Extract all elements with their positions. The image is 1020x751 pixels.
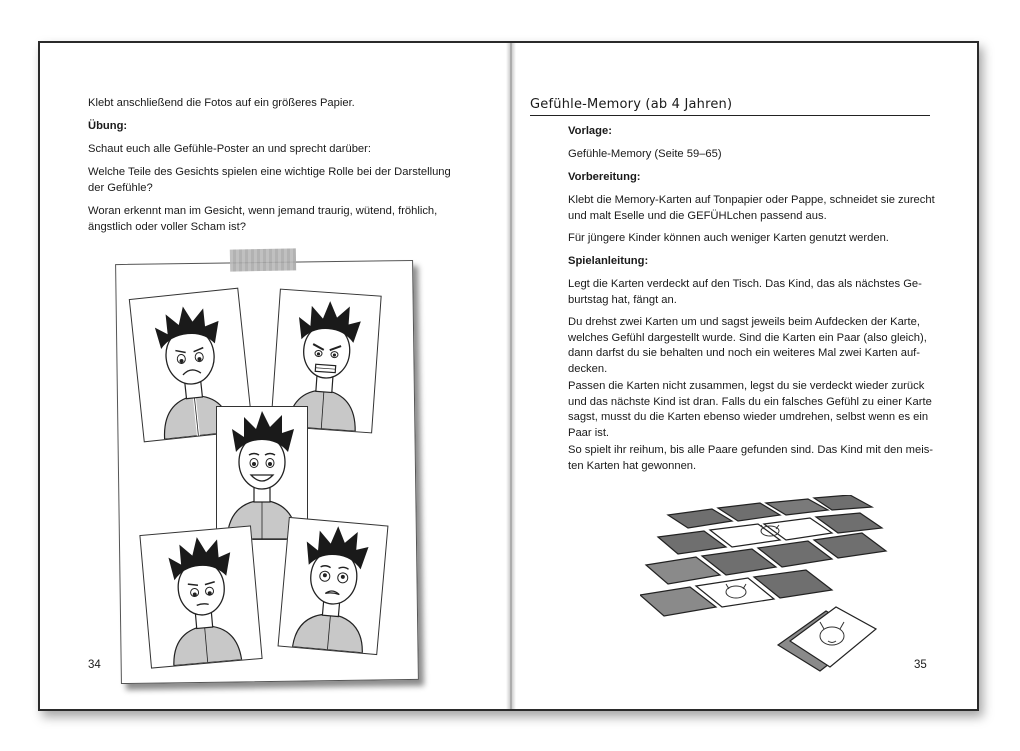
left-paragraph-4: [88, 204, 437, 235]
page-number-right: 35: [914, 659, 927, 671]
text-line: sagst, musst du die Karten ebenso wieder umdrehen, selbst wenn es ein: [568, 411, 929, 423]
left-heading-uebung: Übung:: [88, 120, 128, 132]
text-line: Du drehst zwei Karten um und sagst jeweils beim Aufdecken der Karte,: [568, 316, 920, 328]
anleitung-paragraph-2: [568, 315, 927, 377]
memory-cards-illustration: [640, 495, 900, 690]
text-line: ten Karten hat gewonnen.: [568, 459, 697, 472]
text-line: Welche Teile des Gesichts spielen eine wichtige Rolle bei der Darstellung: [88, 166, 451, 178]
text-line: und malt Eselle und die GEFÜHLchen passend aus.: [568, 209, 827, 222]
text-line: der Gefühle?: [88, 181, 153, 194]
face-photo-shy: [139, 525, 262, 668]
text-line: So spielt ihr reihum, bis alle Paare gefunden sind. Das Kind mit den meis-: [568, 444, 934, 456]
vorlage-text: Gefühle-Memory (Seite 59–65): [568, 148, 722, 160]
section-title: Gefühle-Memory (ab 4 Jahren): [530, 97, 930, 116]
heading-vorbereitung: Vorbereitung:: [568, 171, 641, 183]
text-line: und das nächste Kind ist dran. Falls du ein falsches Gefühl zu einer Karte: [568, 395, 932, 408]
tape-strip: [230, 248, 296, 271]
left-paragraph-2: Schaut euch alle Gefühle-Poster an und sprecht darüber:: [88, 143, 371, 155]
text-line: dann darfst du sie behalten und noch ein weiteres Mal zwei Karten auf-: [568, 347, 920, 359]
heading-vorlage: Vorlage:: [568, 125, 612, 137]
vorbereitung-text: [568, 193, 935, 224]
anleitung-paragraph-4: [568, 443, 933, 474]
text-line: Woran erkennt man im Gesicht, wenn jemand traurig, wütend, fröhlich,: [88, 205, 438, 217]
text-line: Legt die Karten verdeckt auf den Tisch. Das Kind, das als nächstes Ge-: [568, 278, 922, 290]
text-line: decken.: [568, 362, 608, 375]
text-line: Paar ist.: [568, 426, 610, 439]
text-line: welches Gefühl dargestellt wurde. Sind die Karten ein Paar (also gleich),: [568, 331, 927, 344]
text-line: Passen die Karten nicht zusammen, legst du sie verdeckt wieder zurück: [568, 380, 925, 392]
page-number-left: 34: [88, 659, 101, 671]
hinweis-text: Für jüngere Kinder können auch weniger Karten genutzt werden.: [568, 232, 889, 244]
book-gutter: [506, 43, 516, 709]
text-line: Klebt die Memory-Karten auf Tonpapier oder Pappe, schneidet sie zurecht: [568, 194, 935, 206]
anleitung-paragraph-3: [568, 379, 932, 441]
heading-spielanleitung: Spielanleitung:: [568, 255, 649, 267]
anleitung-paragraph-1: [568, 277, 922, 308]
face-photo-anxious: [278, 517, 389, 655]
text-line: burtstag hat, fängt an.: [568, 293, 677, 306]
text-line: ängstlich oder voller Scham ist?: [88, 220, 246, 233]
left-paragraph-1: Klebt anschließend die Fotos auf ein größeres Papier.: [88, 97, 355, 109]
left-paragraph-3: [88, 165, 451, 196]
